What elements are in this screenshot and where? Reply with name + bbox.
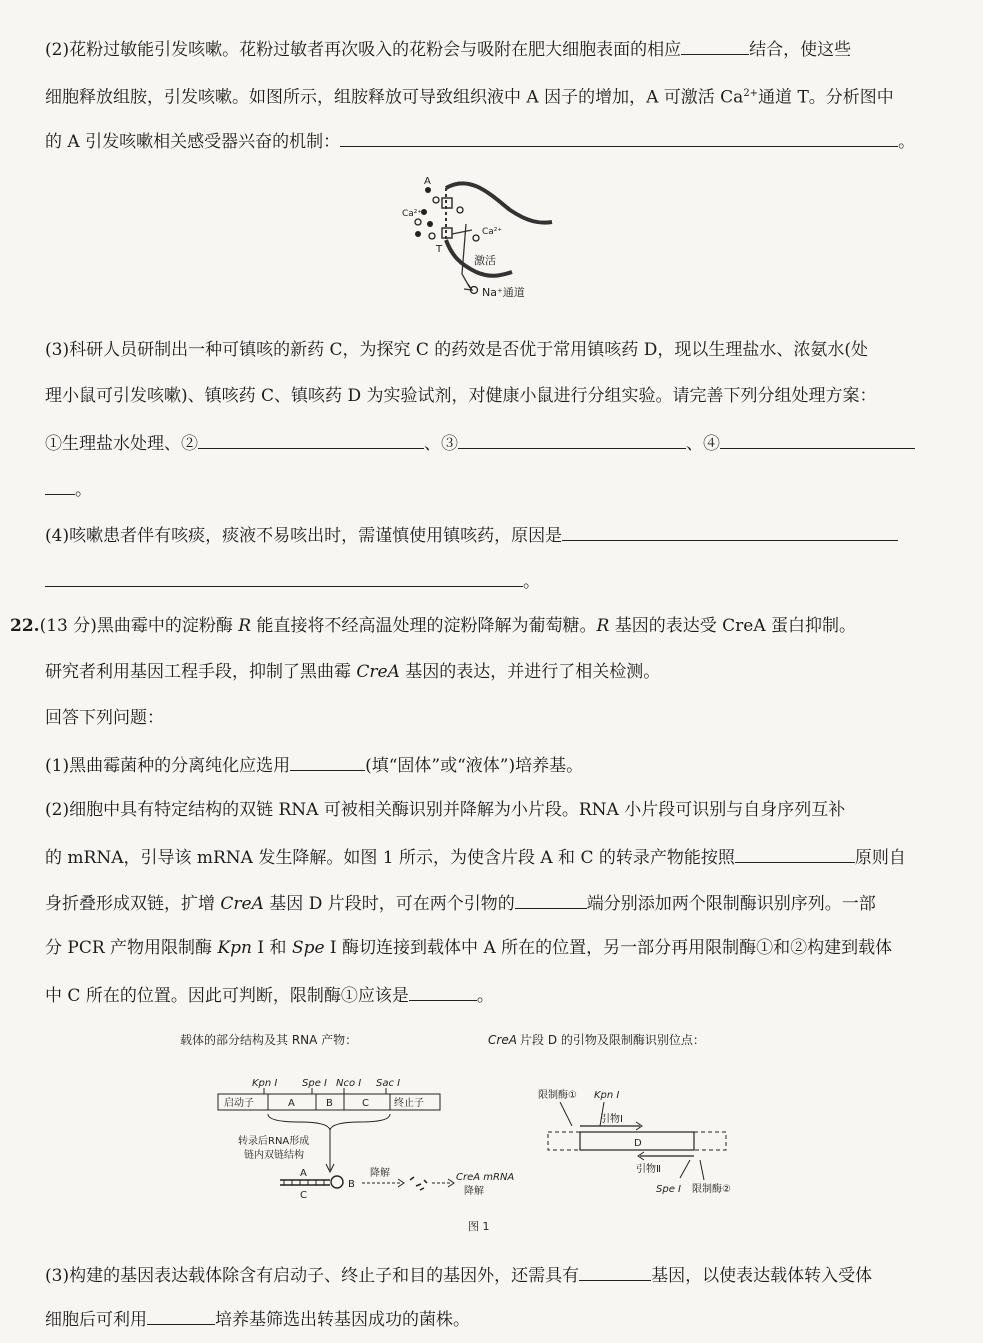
enzyme-2-label: 限制酶②	[692, 1184, 731, 1195]
text: 基因的表达受 CreA 蛋白抑制。	[609, 616, 857, 636]
text: (3)构建的基因表达载体除含有启动子、终止子和目的基因外，还需具有	[45, 1266, 580, 1286]
answer-blank[interactable]	[409, 982, 477, 1001]
answer-blank[interactable]	[735, 844, 855, 863]
answer-blank[interactable]	[340, 128, 898, 147]
text: 基因 D 片段时，可在两个引物的	[263, 894, 515, 914]
text: 的 A 引发咳嗽相关感受器兴奋的机制：	[45, 132, 341, 152]
q22-s2-line3	[45, 890, 876, 916]
answer-blank-4[interactable]	[720, 430, 915, 449]
text: 身折叠形成双链，扩增	[45, 894, 221, 914]
primer-1-label: 引物Ⅰ	[600, 1114, 623, 1125]
site-sac: Sac Ⅰ	[376, 1078, 401, 1089]
text: (填“固体”或“液体”)培养基。	[365, 756, 584, 776]
text: 。	[523, 572, 540, 592]
text: (13 分)黑曲霉中的淀粉酶	[39, 616, 239, 636]
q21-p3-line2	[45, 384, 876, 408]
answer-blank[interactable]	[579, 1262, 651, 1281]
label-activate: 激活	[474, 254, 496, 267]
text: 结合，使这些	[749, 40, 852, 60]
text: 分 PCR 产物用限制酶	[45, 938, 218, 958]
site-spe: Spe Ⅰ	[302, 1078, 327, 1089]
figure-1	[180, 1030, 780, 1240]
site-kpn: Kpn Ⅰ	[252, 1078, 278, 1089]
box-b: B	[326, 1098, 333, 1109]
label-ca-right: Ca²⁺	[482, 227, 503, 237]
fragment-d: D	[634, 1138, 642, 1149]
q22-s2-line5	[45, 982, 494, 1008]
answer-blank[interactable]	[290, 752, 365, 771]
enzyme-1-label: 限制酶①	[538, 1090, 577, 1101]
text: (2)花粉过敏能引发咳嗽。花粉过敏者再次吸入的花粉会与吸附在肥大细胞表面的相应	[45, 40, 682, 60]
box-a: A	[288, 1098, 295, 1109]
hairpin-a: A	[300, 1168, 307, 1179]
q22-line1	[10, 614, 856, 638]
text: 中 C 所在的位置。因此可判断，限制酶①应该是	[45, 986, 409, 1006]
answer-blank[interactable]	[147, 1306, 215, 1325]
text: 端分别添加两个限制酶识别序列。一部	[586, 894, 876, 914]
answer-blank-2[interactable]	[198, 430, 424, 449]
text: 、④	[686, 434, 720, 454]
kpn-label: Kpn Ⅰ	[594, 1090, 620, 1101]
q22-s3-line2	[45, 1306, 470, 1332]
enzyme-kpn: Kpn	[217, 938, 252, 958]
text: 基因的表达，并进行了相关检测。	[399, 662, 661, 682]
ca-channel-figure	[400, 172, 560, 304]
text: Ⅰ 和	[252, 938, 292, 958]
box-c: C	[362, 1098, 369, 1109]
text: 回答下列问题：	[45, 708, 164, 728]
figure-caption: 图 1	[468, 1220, 490, 1233]
text: 、③	[424, 434, 458, 454]
enzyme-spe: Spe	[291, 938, 325, 958]
box-promoter: 启动子	[224, 1098, 254, 1109]
q22-s3-line1	[45, 1262, 872, 1288]
degrade-label: 降解	[370, 1168, 390, 1179]
q21-p4-line1	[45, 522, 898, 548]
transcribe-label-1: 转录后RNA形成	[238, 1136, 310, 1147]
q22-line2	[45, 660, 660, 684]
text: 基因，以使表达载体转入受体	[651, 1266, 873, 1286]
text: 细胞后可利用	[45, 1310, 147, 1330]
answer-blank[interactable]	[562, 522, 898, 541]
transcribe-label-2: 链内双链结构	[244, 1150, 304, 1161]
crea-degrade: 降解	[464, 1186, 484, 1197]
left-figure-title: 载体的部分结构及其 RNA 产物：	[180, 1033, 358, 1047]
text: (2)细胞中具有特定结构的双链 RNA 可被相关酶识别并降解为小片段。RNA 小片段可识别与自身序列互补	[45, 800, 846, 820]
q21-p4-line2	[45, 568, 540, 594]
q21-p3-line4	[45, 476, 92, 502]
text: (3)科研人员研制出一种可镇咳的新药 C，为探究 C 的药效是否优于常用镇咳药 D，现以生理盐水、浓氨水(处	[45, 340, 868, 360]
text: 。	[898, 132, 916, 152]
answer-blank-3[interactable]	[458, 430, 686, 449]
hairpin-c: C	[300, 1190, 307, 1201]
question-number: 22.	[10, 616, 40, 636]
q21-p2-line1	[45, 36, 851, 62]
text: Ⅰ 酶切连接到载体中 A 所在的位置，另一部分再用限制酶①和②构建到载体	[324, 938, 893, 958]
gene-r: R	[596, 616, 610, 636]
q21-p2-line3	[45, 128, 915, 154]
box-terminator: 终止子	[394, 1098, 424, 1109]
right-figure-title: 片段 D 的引物及限制酶识别位点：	[520, 1033, 705, 1047]
text: (4)咳嗽患者伴有咳痰，痰液不易咳出时，需谨慎使用镇咳药，原因是	[45, 526, 563, 546]
answer-blank[interactable]	[515, 890, 587, 909]
text: 通道 T。分析图中	[758, 87, 894, 108]
right-title-gene: CreA	[488, 1033, 517, 1047]
answer-blank[interactable]	[681, 36, 749, 55]
q21-p3-line1	[45, 338, 868, 362]
hairpin-b: B	[348, 1179, 355, 1190]
primer-2-label: 引物Ⅱ	[636, 1164, 661, 1175]
label-na-channel: Na⁺通道	[482, 286, 525, 299]
superscript: 2+	[743, 88, 759, 99]
label-t: T	[436, 244, 443, 255]
text: 理小鼠可引发咳嗽)、镇咳药 C、镇咳药 D 为实验试剂，对健康小鼠进行分组实验。请完善下列分组处理方案：	[45, 386, 877, 406]
text: 细胞释放组胺，引发咳嗽。如图所示，组胺释放可导致组织液中 A 因子的增加，A 可激活 Ca	[45, 87, 744, 108]
answer-blank-4-cont[interactable]	[45, 476, 75, 495]
q21-p3-line3	[45, 430, 915, 456]
q21-p2-line2	[45, 82, 894, 110]
q22-s2-line4	[45, 936, 892, 960]
crea-mrna: CreA mRNA	[456, 1172, 515, 1183]
text: 。	[75, 480, 92, 500]
q22-s2-line2	[45, 844, 906, 870]
spe-label: Spe Ⅰ	[656, 1184, 681, 1195]
gene-crea: CreA	[220, 894, 264, 914]
q22-s2-line1	[45, 798, 845, 822]
text: 能直接将不经高温处理的淀粉降解为葡萄糖。	[251, 616, 597, 636]
text: 原则自	[854, 848, 906, 868]
text: 。	[476, 986, 494, 1006]
gene-r: R	[238, 616, 252, 636]
site-nco: Nco Ⅰ	[336, 1078, 362, 1089]
text: 研究者利用基因工程手段，抑制了黑曲霉	[45, 662, 357, 682]
gene-crea: CreA	[356, 662, 400, 682]
label-a: A	[424, 176, 431, 187]
q22-line3	[45, 706, 164, 730]
label-ca-left: Ca²⁺	[402, 209, 423, 219]
text: ①生理盐水处理、②	[45, 434, 198, 454]
text: 的 mRNA，引导该 mRNA 发生降解。如图 1 所示，为使含片段 A 和 C 的转录产物能按照	[45, 848, 735, 868]
answer-blank-cont[interactable]	[45, 568, 523, 587]
q22-s1	[45, 752, 583, 778]
text: 培养基筛选出转基因成功的菌株。	[215, 1310, 470, 1330]
text: (1)黑曲霉菌种的分离纯化应选用	[45, 756, 291, 776]
